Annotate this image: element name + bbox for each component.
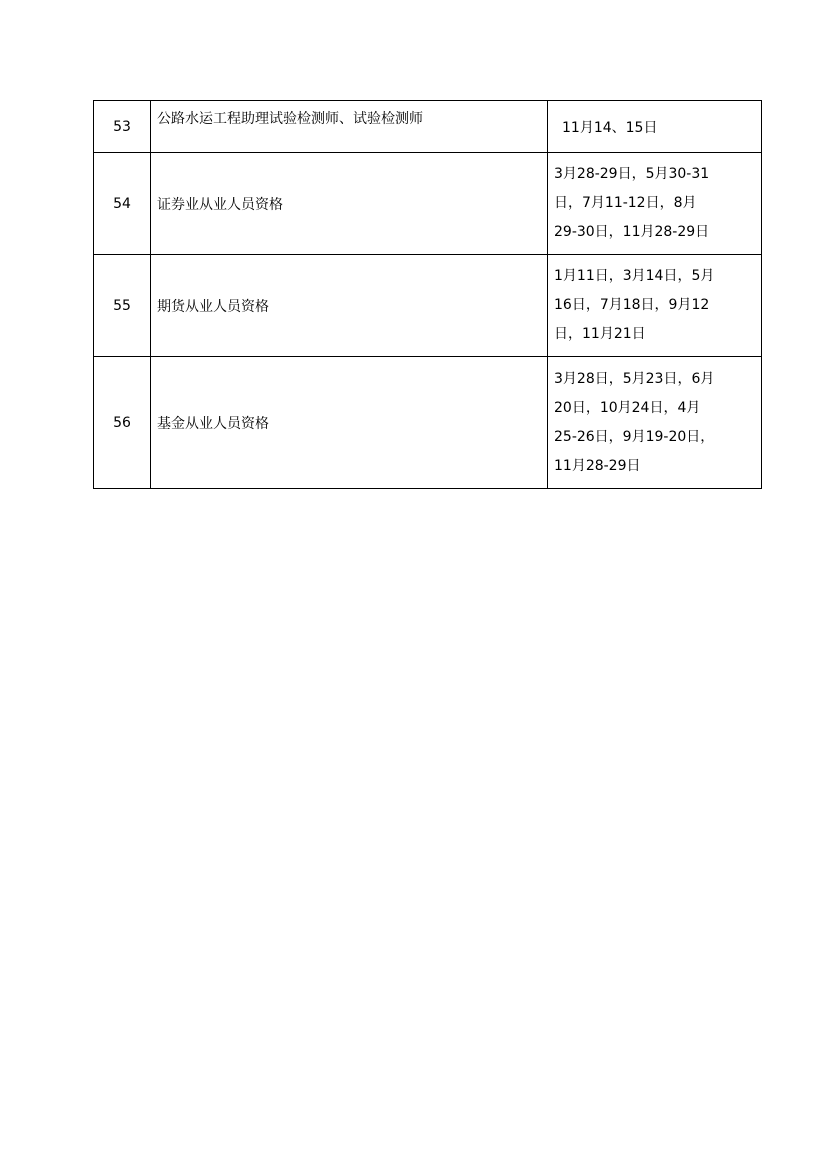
- qualification-name: 证券业从业人员资格: [151, 153, 548, 255]
- exam-date-line: 11月14、15日: [562, 119, 658, 136]
- table-row: [94, 357, 762, 489]
- exam-date-line: 日，11月21日: [554, 326, 646, 342]
- exam-dates: [548, 153, 762, 255]
- exam-schedule-table: [93, 100, 762, 489]
- exam-dates: [548, 101, 762, 153]
- exam-date-line: 日，7月11-12日，8月: [554, 195, 697, 211]
- exam-date-line: 3月28日，5月23日，6月: [554, 370, 715, 387]
- exam-date-line: 29-30日，11月28-29日: [554, 224, 710, 240]
- table-row: [94, 153, 762, 255]
- row-number: 55: [94, 255, 151, 357]
- exam-date-line: 25-26日，9月19-20日，: [554, 428, 715, 445]
- exam-date-line: 3月28-29日，5月30-31: [554, 166, 710, 182]
- exam-dates: [548, 255, 762, 357]
- exam-date-line: 16日，7月18日，9月12: [554, 297, 710, 313]
- exam-date-line: 20日，10月24日，4月: [554, 399, 701, 416]
- qualification-name: 基金从业人员资格: [151, 357, 548, 489]
- exam-dates: [548, 357, 762, 489]
- table-row: [94, 101, 762, 153]
- qualification-name: 公路水运工程助理试验检测师、试验检测师: [151, 101, 548, 153]
- exam-date-line: 11月28-29日: [554, 457, 641, 474]
- exam-date-line: 1月11日，3月14日，5月: [554, 268, 715, 284]
- row-number: 56: [94, 357, 151, 489]
- table-row: [94, 255, 762, 357]
- qualification-name: 期货从业人员资格: [151, 255, 548, 357]
- row-number: 54: [94, 153, 151, 255]
- row-number: 53: [94, 101, 151, 153]
